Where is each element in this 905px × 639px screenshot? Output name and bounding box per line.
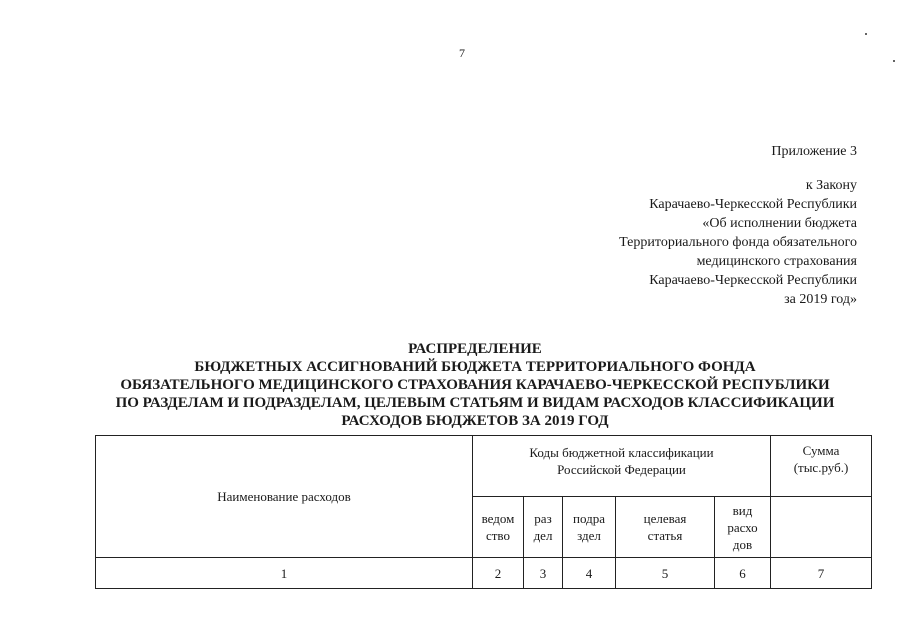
law-line: Карачаево-Черкесской Республики: [649, 197, 857, 212]
law-reference: [619, 176, 857, 309]
header-text: целевая: [643, 511, 687, 526]
header-codes-line: Коды бюджетной классификации: [529, 445, 714, 460]
page-number: 7: [459, 46, 465, 60]
column-number: 1: [96, 558, 473, 589]
header-text: ство: [485, 528, 510, 543]
column-number: 3: [524, 558, 563, 589]
column-number: 6: [715, 558, 771, 589]
header-name: Наименование расходов: [96, 436, 473, 558]
title-line: ПО РАЗДЕЛАМ И ПОДРАЗДЕЛАМ, ЦЕЛЕВЫМ СТАТЬЯМ И ВИДАМ РАСХОДОВ КЛАССИФИКАЦИИ: [115, 395, 835, 411]
header-sum-line: (тыс.руб.): [793, 460, 849, 475]
header-text: подра: [573, 511, 605, 526]
header-text: расхо: [727, 519, 758, 535]
law-line: Территориального фонда обязательного: [619, 235, 857, 250]
header-target-item: [616, 497, 715, 558]
column-number: 4: [563, 558, 616, 589]
header-sum-empty: [771, 497, 872, 558]
header-text: статья: [647, 528, 683, 543]
law-line: за 2019 год»: [784, 292, 857, 307]
appendix-label: Приложение 3: [771, 144, 857, 159]
title-line: РАСХОДОВ БЮДЖЕТОВ ЗА 2019 ГОД: [341, 413, 609, 429]
law-line: Карачаево-Черкесской Республики: [649, 273, 857, 288]
header-sum-line: Сумма: [802, 443, 840, 458]
header-expense-type: [715, 497, 771, 558]
column-number: 7: [771, 558, 872, 589]
header-text: ведом: [481, 511, 515, 526]
title-line: БЮДЖЕТНЫХ АССИГНОВАНИЙ БЮДЖЕТА ТЕРРИТОРИАЛЬНОГО ФОНДА: [194, 359, 756, 375]
header-codes: [473, 436, 771, 497]
header-department: [473, 497, 524, 558]
law-line: медицинского страхования: [696, 254, 857, 269]
title-line: РАСПРЕДЕЛЕНИЕ: [408, 341, 542, 357]
header-codes-line: Российской Федерации: [557, 462, 686, 477]
header-text: вид: [732, 502, 753, 518]
column-number: 2: [473, 558, 524, 589]
document-title: [90, 340, 860, 430]
law-line: к Закону: [805, 178, 857, 193]
scan-speck: [865, 33, 867, 35]
header-sum: [771, 436, 872, 497]
header-text: дов: [732, 536, 753, 552]
header-text: здел: [577, 528, 601, 543]
appendix-block: [619, 142, 857, 309]
scan-speck: [893, 60, 895, 62]
header-subsection: [563, 497, 616, 558]
header-text: раз: [534, 511, 552, 526]
column-number: 5: [616, 558, 715, 589]
law-line: «Об исполнении бюджета: [702, 216, 857, 231]
header-section: [524, 497, 563, 558]
budget-table: [95, 435, 872, 589]
title-line: ОБЯЗАТЕЛЬНОГО МЕДИЦИНСКОГО СТРАХОВАНИЯ КАРАЧАЕВО-ЧЕРКЕССКОЙ РЕСПУБЛИКИ: [120, 377, 830, 393]
header-text: дел: [533, 528, 553, 543]
